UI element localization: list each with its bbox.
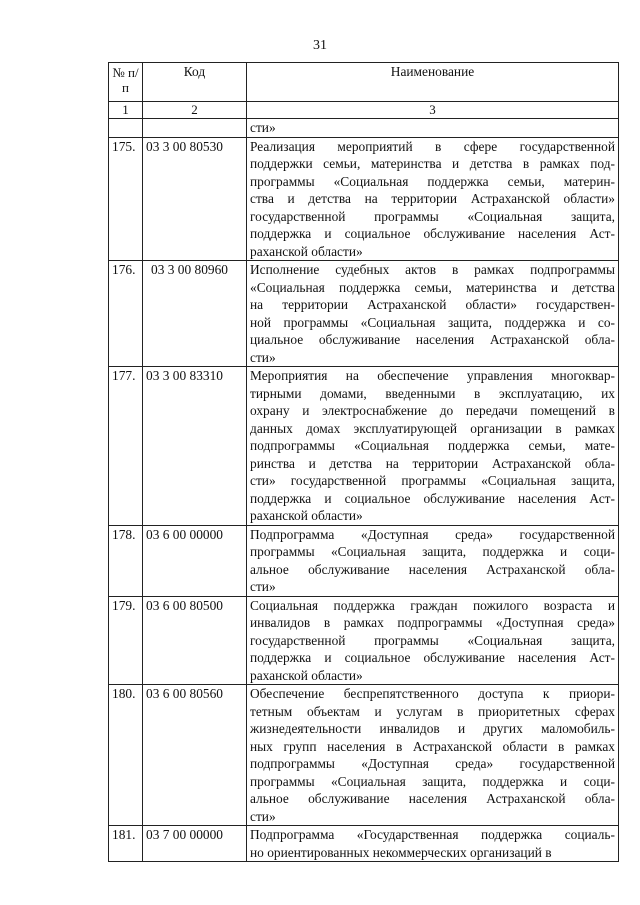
row-name — [247, 596, 619, 685]
row-name-line: программы «Социальная поддержка семьи, материн- — [250, 173, 615, 189]
document-table — [108, 62, 619, 862]
row-code: 03 3 00 80530 — [143, 137, 247, 261]
row-number: 176. — [109, 261, 143, 367]
row-name — [247, 685, 619, 826]
row-name-line: тирными домами, введенными в эксплуатацию, их — [250, 385, 615, 401]
row-name-line: подпрограммы «Доступная среда» государственной — [250, 756, 615, 771]
row-name-line: программы «Социальная защита, поддержка и соци- — [250, 544, 615, 559]
row-name-line: программы «Социальная защита, поддержка и соци- — [250, 773, 615, 789]
row-name-line: ной программы «Социальная защита, поддержка и со- — [250, 314, 615, 330]
table-row — [109, 137, 619, 261]
row-name-line: Подпрограмма «Государственная поддержка социаль- — [250, 827, 615, 842]
row-name-line: но ориентированных некоммерческих организаций в — [250, 844, 552, 860]
row-name-line: раханской области» — [250, 667, 363, 683]
row-name — [247, 525, 619, 596]
row-name-line: поддержка и социальное обслуживание населения Аст- — [250, 226, 615, 241]
row-name-line: поддержка и социальное обслуживание населения Аст- — [250, 490, 615, 506]
row-name-line: альное обслуживание населения Астраханской обла- — [250, 561, 615, 577]
row-name — [247, 367, 619, 526]
row-code: 03 6 00 80500 — [143, 596, 247, 685]
header-name: Наименование — [247, 63, 619, 102]
row-name-line: охрану и электроснабжение до передачи помещений в — [250, 403, 615, 418]
row-number: 175. — [109, 137, 143, 261]
table-body — [109, 137, 619, 862]
row-number: 178. — [109, 525, 143, 596]
row-name-line: государственной программы «Социальная защита, — [250, 632, 615, 648]
column-index-row — [109, 102, 619, 119]
row-name-line: сти» — [250, 579, 276, 594]
column-index-3: 3 — [247, 102, 619, 119]
row-name-line: на территории Астраханской области» государствен- — [250, 297, 615, 312]
column-index-2: 2 — [143, 102, 247, 119]
row-name-line: подпрограммы «Социальная поддержка семьи, мате- — [250, 438, 615, 453]
row-name-line: ринства и детства на территории Астраханской обла- — [250, 455, 615, 471]
row-name-line: тетным объектам и услугам в приоритетных сферах — [250, 703, 615, 719]
table-row — [109, 685, 619, 826]
table-row — [109, 367, 619, 526]
row-name-line: Социальная поддержка граждан пожилого возраста и — [250, 597, 615, 613]
row-name-line: данных домах эксплуатирующей организации в рамках — [250, 420, 615, 436]
header-num: № п/п — [109, 63, 143, 102]
row-number: 179. — [109, 596, 143, 685]
row-code: 03 6 00 80560 — [143, 685, 247, 826]
table-row — [109, 826, 619, 862]
row-name-line: Мероприятия на обеспечение управления многоквар- — [250, 368, 615, 383]
row-number: 181. — [109, 826, 143, 862]
row-code: 03 6 00 00000 — [143, 525, 247, 596]
row-name-line: ных групп населения в Астраханской области в рамках — [250, 738, 615, 754]
row-code: 03 3 00 80960 — [143, 261, 247, 367]
column-index-1: 1 — [109, 102, 143, 119]
header-code: Код — [143, 63, 247, 102]
row-name-line: сти» — [250, 808, 276, 824]
table-header-row — [109, 63, 619, 102]
table-row — [109, 596, 619, 685]
row-name-line: инвалидов в рамках подпрограммы «Доступная среда» — [250, 615, 615, 630]
table-row — [109, 525, 619, 596]
row-name-line: «Социальная поддержка семьи, материнства и детства — [250, 279, 615, 295]
row-name-line: поддержка и социальное обслуживание населения Аст- — [250, 650, 615, 665]
row-name — [247, 261, 619, 367]
row-name — [247, 826, 619, 862]
row-name-line: жизнедеятельности инвалидов и других маломобиль- — [250, 721, 615, 736]
row-number: 180. — [109, 685, 143, 826]
row-name-line: Подпрограмма «Доступная среда» государственной — [250, 526, 615, 542]
row-name-line: сти» — [250, 349, 276, 365]
continuation-text: сти» — [247, 119, 619, 138]
row-name-line: альное обслуживание населения Астраханской обла- — [250, 791, 615, 806]
row-name-line: сти» государственной программы «Социальная защита, — [250, 473, 615, 488]
row-code: 03 3 00 83310 — [143, 367, 247, 526]
page-number: 31 — [313, 38, 327, 53]
row-code: 03 7 00 00000 — [143, 826, 247, 862]
row-name-line: поддержки семьи, материнства и детства в рамках под- — [250, 156, 615, 171]
row-name — [247, 137, 619, 261]
row-name-line: циальное обслуживание населения Астраханской обла- — [250, 332, 615, 347]
row-name-line: Исполнение судебных актов в рамках подпрограммы — [250, 262, 615, 277]
row-number: 177. — [109, 367, 143, 526]
continuation-row — [109, 119, 619, 138]
row-name-line: ства и детства на территории Астраханской области» — [250, 191, 615, 206]
row-name-line: государственной программы «Социальная защита, — [250, 208, 615, 224]
row-name-line: Обеспечение беспрепятственного доступа к приори- — [250, 686, 615, 701]
row-name-line: раханской области» — [250, 243, 363, 259]
row-name-line: Реализация мероприятий в сфере государственной — [250, 138, 615, 154]
table-row — [109, 261, 619, 367]
row-name-line: раханской области» — [250, 508, 363, 523]
